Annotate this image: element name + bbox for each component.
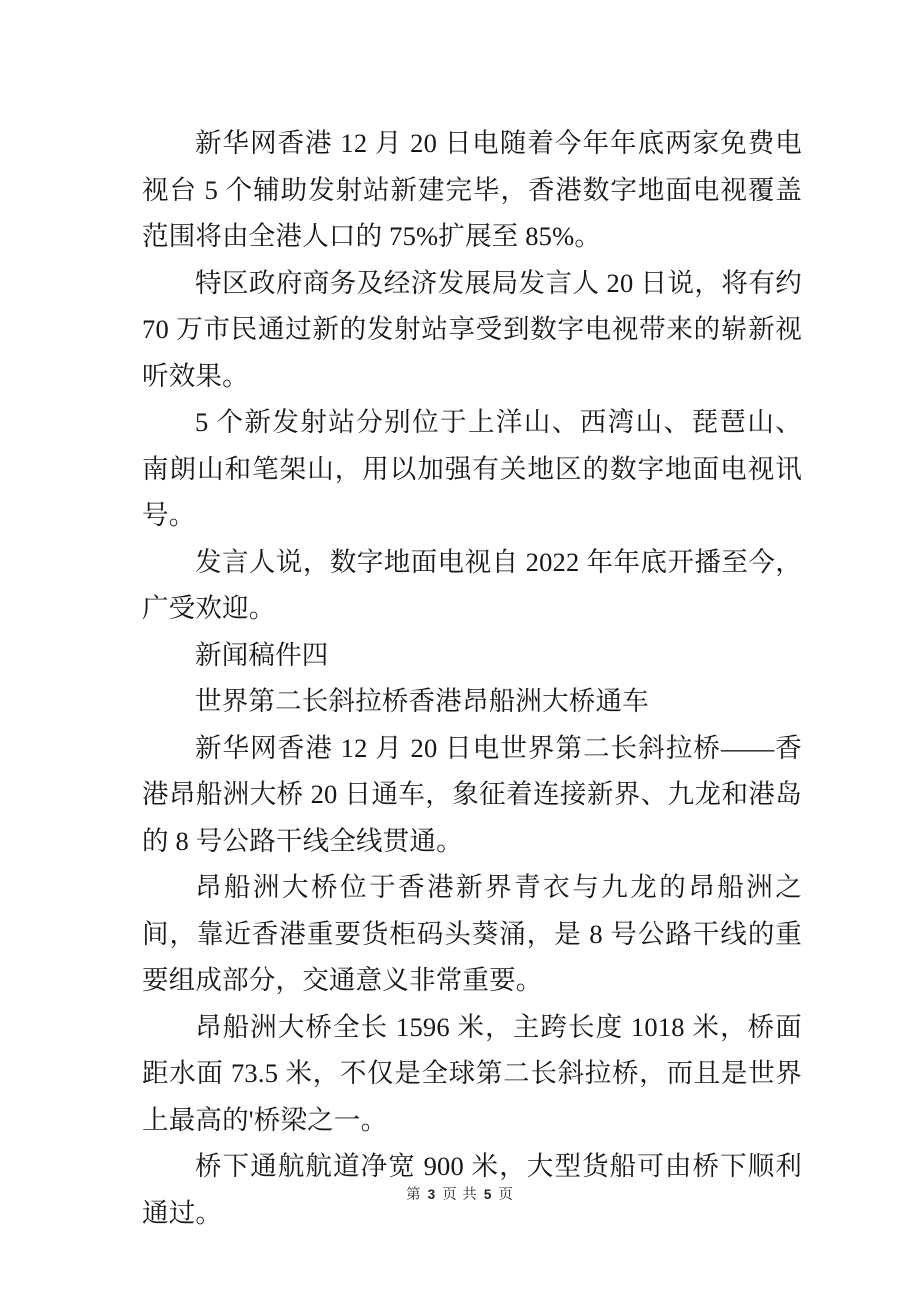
body-paragraph: 昂船洲大桥位于香港新界青衣与九龙的昂船洲之间，靠近香港重要货柜码头葵涌，是 8 号公路干线的重要组成部分，交通意义非常重要。 xyxy=(142,872,802,995)
body-paragraph: 发言人说，数字地面电视自 2022 年年底开播至今，广受欢迎。 xyxy=(142,546,802,623)
footer-current-page: 3 xyxy=(427,1187,437,1202)
body-paragraph: 桥下通航航道净宽 900 米，大型货船可由桥下顺利通过。 xyxy=(142,1151,802,1228)
page-footer xyxy=(0,1183,920,1204)
body-paragraph: 特区政府商务及经济发展局发言人 20 日说，将有约 70 万市民通过新的发射站享受到数字电视带来的崭新视听效果。 xyxy=(142,267,802,391)
body-paragraph: 新华网香港 12 月 20 日电世界第二长斜拉桥——香港昂船洲大桥 20 日通车，象征着连接新界、九龙和港岛的 8 号公路干线全线贯通。 xyxy=(142,732,802,856)
document-body xyxy=(142,120,802,1236)
footer-page-prefix: 第 xyxy=(406,1187,422,1203)
footer-page-middle: 页 共 xyxy=(442,1187,478,1203)
body-paragraph: 新华网香港 12 月 20 日电随着今年年底两家免费电视台 5 个辅助发射站新建完毕，香港数字地面电视覆盖范围将由全港人口的 75%扩展至 85%。 xyxy=(142,128,802,251)
footer-total-pages: 5 xyxy=(483,1187,493,1202)
article-headline: 世界第二长斜拉桥香港昂船洲大桥通车 xyxy=(195,686,649,716)
footer-page-suffix: 页 xyxy=(498,1187,514,1203)
body-paragraph: 昂船洲大桥全长 1596 米，主跨长度 1018 米，桥面距水面 73.5 米，不仅是全球第二长斜拉桥，而且是世界上最高的'桥梁之一。 xyxy=(142,1011,802,1135)
section-label: 新闻稿件四 xyxy=(195,639,329,670)
body-paragraph: 5 个新发射站分别位于上洋山、西湾山、琵琶山、南朗山和笔架山，用以加强有关地区的数字地面电视讯号。 xyxy=(142,407,802,530)
